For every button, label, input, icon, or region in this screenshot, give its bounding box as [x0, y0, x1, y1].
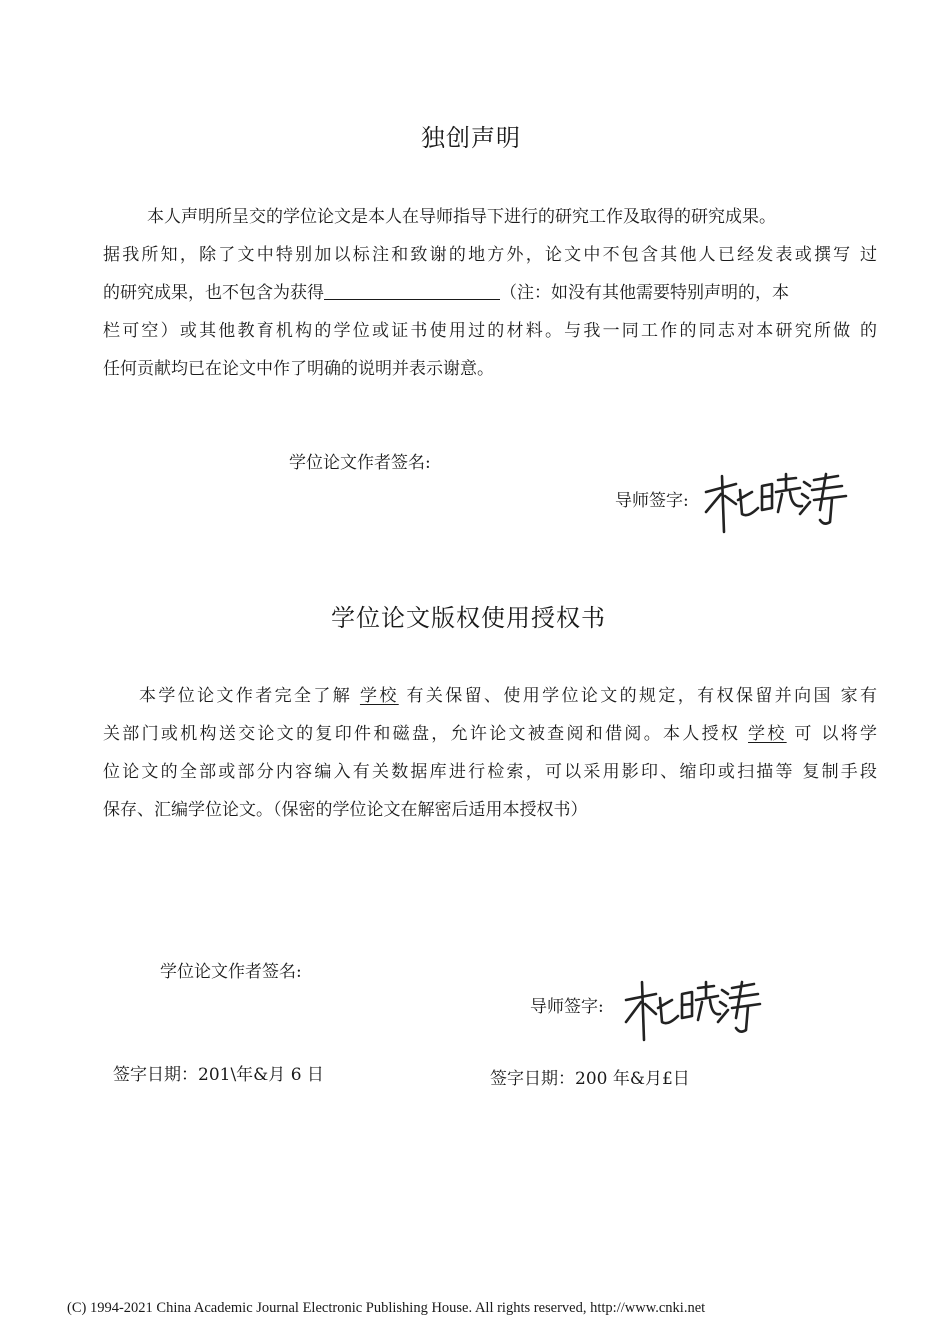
declaration-line-2: 据我所知，除了文中特别加以标注和致谢的地方外，论文中不包含其他人已经发表或撰写 过: [103, 245, 877, 265]
advisor-signing-date: 签字日期：200 年&月£日: [490, 1069, 690, 1089]
declaration-body: [103, 198, 877, 388]
school-name-2: 学校: [748, 724, 787, 744]
advisor-signature-image-2: [622, 978, 762, 1048]
authorization-line-2: [103, 715, 877, 753]
authorization-line-1-start: 本学位论文作者完全了解: [139, 686, 360, 706]
authorization-author-signature-label: 学位论文作者签名:: [160, 962, 302, 982]
degree-blank-field: [324, 281, 500, 300]
copyright-footer: (C) 1994-2021 China Academic Journal Electronic Publishing House. All rights reserved, http://www.cnki.net: [67, 1300, 706, 1316]
author-signing-date: 签字日期：201\年&月 6 日: [113, 1065, 324, 1085]
school-name-1: 学校: [359, 686, 399, 706]
declaration-title: 独创声明: [421, 124, 521, 152]
authorization-line-2-start: 关部门或机构送交论文的复印件和磁盘，允许论文被查阅和借阅。本人授权: [103, 724, 749, 744]
declaration-line-3-start: 的研究成果，也不包含为获得: [103, 283, 324, 303]
declaration-line-4: 栏可空）或其他教育机构的学位或证书使用过的材料。与我一同工作的同志对本研究所做 的: [103, 321, 877, 341]
declaration-author-signature-label: 学位论文作者签名:: [289, 453, 431, 473]
authorization-title: 学位论文版权使用授权书: [331, 604, 606, 632]
authorization-line-3: 位论文的全部或部分内容编入有关数据库进行检索，可以采用影印、缩印或扫描等 复制手段: [103, 762, 877, 782]
authorization-line-2-end: 可 以将学: [786, 724, 878, 744]
authorization-line-1: [103, 677, 877, 715]
authorization-body: [103, 677, 877, 829]
declaration-line-3-end: （注：如没有其他需要特别声明的，本: [500, 283, 789, 303]
authorization-line-4: 保存、汇编学位论文。（保密的学位论文在解密后适用本授权书）: [103, 800, 588, 820]
declaration-advisor-signature-label: 导师签字:: [615, 491, 689, 511]
authorization-advisor-signature-label: 导师签字:: [530, 997, 604, 1017]
authorization-line-1-end: 有关保留、使用学位论文的规定，有权保留并向国 家有: [398, 686, 878, 706]
advisor-signature-image-1: [700, 470, 850, 542]
declaration-line-1: 本人声明所呈交的学位论文是本人在导师指导下进行的研究工作及取得的研究成果。: [147, 207, 776, 227]
declaration-line-3: [103, 274, 877, 312]
declaration-line-5: 任何贡献均已在论文中作了明确的说明并表示谢意。: [103, 359, 494, 379]
